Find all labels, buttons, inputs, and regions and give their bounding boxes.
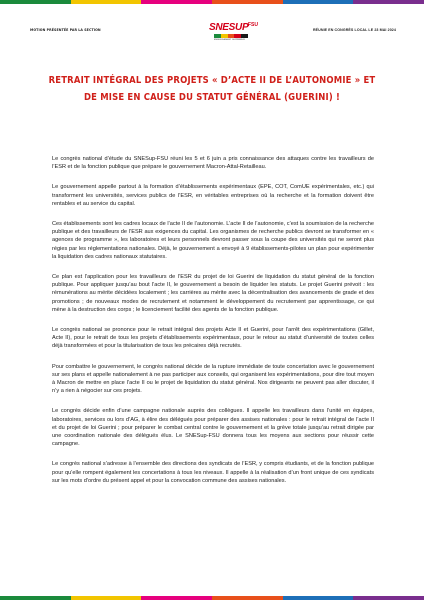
logo-fsu: FSU — [248, 22, 258, 28]
top-color-bar — [0, 0, 424, 4]
motion-label: MOTION PRÉSENTÉE PAR LA SECTION — [30, 28, 101, 32]
paragraph: Le congrès décide enfin d’une campagne nationale auprès des collègues. Il appelle les travailleurs dans l’unité en équipes, laboratoires, services ou lors d’AG, à élire des délégués pour préparer des assises nationales : pour le retrait intégral de l’acte II et du projet de loi Guerini ; pour préparer le combat central contre le gouvernement et la grève totale jusqu’au retrait dirigée par une coordination nationale des délégués élus. Le SNESup-FSU donnera tous les moyens aux sections pour réussir cette campagne. — [52, 408, 374, 448]
paragraph: Le congrès national s’adresse à l’ensemble des directions des syndicats de l’ESR, y compris étudiants, et de la fonction publique pour qu’elle rompent également les concertations à tous les niveaux. Il appelle à la réalisation d’un front unique de ces syndicats sur les mots d’ordre du présent appel et pour la convocation commune des assises nationales. — [52, 461, 374, 484]
paragraph: Ces établissements sont les cadres locaux de l’acte II de l’autonomie. L’acte II de l’autonomie, c’est la soumission de la recherche publique et des travailleurs de l’ESR aux exigences du capital. Les organismes de recherche publics devront se transformer en « agences de programme », les laboratoires et leurs personnels devront passer sous la coupe des universités qui ne seront plus régies par les réglementations nationales. Déjà, le gouvernement a envoyé à 9 établissements-pilotes un plan pour expérimenter la liquidation des cadres nationaux statutaires. — [52, 221, 374, 260]
date-label: RÉUNIE EN CONGRÈS LOCAL LE 23 MAI 2024 — [312, 28, 396, 32]
motion-title: RETRAIT INTÉGRAL DES PROJETS « D’ACTE II DE L’AUTONOMIE » ET DE MISE EN CAUSE DU STATUT GÉNÉRAL (GUERINI) ! — [48, 75, 376, 104]
bottom-color-bar — [0, 596, 424, 600]
paragraph: Le congrès national d’étude du SNESup-FSU réuni les 5 et 6 juin a pris connaissance des attaques contre les travailleurs de l’ESR et de la fonction publique que prépare le gouvernement Macron-Attal-Retailleau. — [52, 156, 374, 171]
document-header — [30, 22, 396, 42]
motion-body — [52, 155, 374, 497]
paragraph: Ce plan est l’application pour les travailleurs de l’ESR du projet de loi Guerini de liquidation du statut général de la fonction publique. Pour appliquer jusqu’au bout l’acte II, le gouvernement a besoin de liquider les statuts. Le projet Guerini prévoit : les rémunérations au mérite décidées localement ; les carrières au mérite avec la décentralisation des avancements de grade et des promotions ; de nouveaux modes de recrutement et notamment le développement du recrutement par apprentissage, ce qui mène à la destruction des corps ; le licenciement facilité des agents de la fonction publique. — [52, 274, 374, 313]
logo-subtitle: ENSEIGNEMENT SUPÉRIEUR — [214, 38, 245, 41]
logo-wordmark: SNESUP — [209, 22, 249, 33]
paragraph: Pour combattre le gouvernement, le congrès national décide de la rupture immédiate de toute concertation avec le gouvernement sur ses plans et appelle nationalement à ne pas participer aux conseils, qui organisent les expérimentations, pour dire tout moyen à Macron de mettre en place l’acte II ou le projet de liquidation du statut général. Nos dirigeants ne peuvent pas aller discuter, il n’y a rien à négocier sur ces projets. — [52, 363, 374, 395]
snesup-fsu-logo — [206, 22, 262, 42]
logo-color-band — [214, 34, 248, 38]
paragraph: Le gouvernement appelle partout à la formation d’établissements expérimentaux (EPE, COT, ComUE expérimentales, etc.) qui transforment les universités, services publics de l’ESR, en véritables entreprises où la recherche et la formation doivent être rentables et au service du capital. — [52, 184, 374, 207]
paragraph: Le congrès national se prononce pour le retrait intégral des projets Acte II et Guerini, pour l’arrêt des expérimentations (Gillet, Acte II), pour le retrait de tous les projets d’établissements expérimentaux, pour le retour au statut d’université de toutes celles déjà transformées et pour la titularisation de tous les précaires déjà recrutés. — [52, 327, 374, 350]
